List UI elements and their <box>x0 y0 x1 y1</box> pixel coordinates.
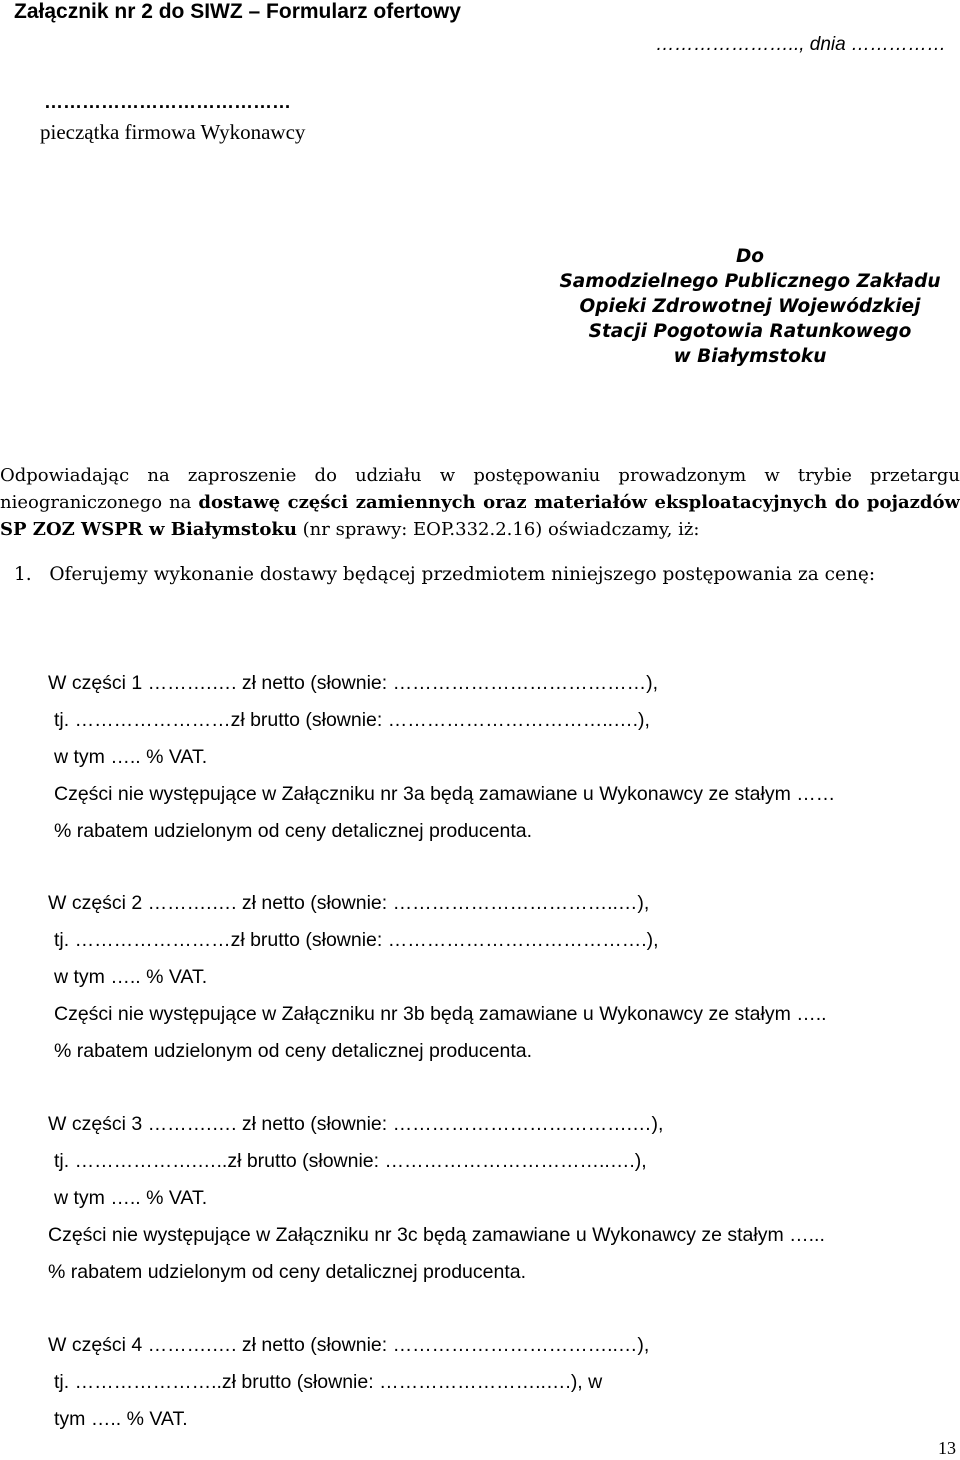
discount-line: Części nie występujące w Załączniku nr 3c będą zamawiane u Wykonawcy ze stałym …... <box>48 1224 825 1246</box>
intro-subject: dostawę części zamiennych oraz materiałów eksploatacyjnych do pojazdów SP ZOZ WSPR w Białymstoku <box>0 492 960 540</box>
brutto-line: tj. ……………………zł brutto (słownie: ………………………………….), <box>54 929 659 951</box>
stamp-label: pieczątka firmowa Wykonawcy <box>40 120 306 144</box>
addressee-line: w Białymstoku <box>673 346 827 367</box>
addressee-line: Samodzielnego Publicznego Zakładu <box>559 271 941 292</box>
addressee-block <box>540 244 960 369</box>
addressee-line: Do <box>735 246 765 267</box>
vat-line: w tym ….. % VAT. <box>54 1187 208 1209</box>
discount-line-end: % rabatem udzielonym od ceny detalicznej producenta. <box>54 820 533 842</box>
brutto-line: tj. ……………………zł brutto (słownie: ……………………………..….), <box>54 709 650 731</box>
brutto-line: tj. ……………….…..zł brutto (słownie: ……………………………..….), <box>54 1150 647 1172</box>
offer-point-1 <box>14 562 954 588</box>
netto-line: W części 4 ……….…. zł netto (słownie: ……………………………..…), <box>48 1334 650 1356</box>
addressee-line: Stacji Pogotowia Ratunkowego <box>588 321 912 342</box>
discount-line-end: % rabatem udzielonym od ceny detalicznej producenta. <box>54 1040 533 1062</box>
vat-line: tym ….. % VAT. <box>54 1408 188 1430</box>
discount-line-end: % rabatem udzielonym od ceny detalicznej producenta. <box>48 1261 527 1283</box>
intro-text-end: (nr sprawy: EOP.332.2.16) oświadczamy, iż: <box>296 519 700 540</box>
date-line: ………………….., dnia …………… <box>655 34 946 55</box>
discount-line: Części nie występujące w Załączniku nr 3a będą zamawiane u Wykonawcy ze stałym …… <box>54 783 836 805</box>
netto-line: W części 3 ……….…. zł netto (słownie: ……………………………….…), <box>48 1113 664 1135</box>
discount-line: Części nie występujące w Załączniku nr 3b będą zamawiane u Wykonawcy ze stałym ….. <box>54 1003 827 1025</box>
document-title: Załącznik nr 2 do SIWZ – Formularz ofertowy <box>14 0 461 23</box>
brutto-line: tj. …………………..zł brutto (słownie: ……………………..….), w <box>54 1371 603 1393</box>
vat-line: w tym ….. % VAT. <box>54 966 208 988</box>
addressee-line: Opieki Zdrowotnej Wojewódzkiej <box>579 296 921 317</box>
page-number: 13 <box>938 1438 956 1458</box>
netto-line: W części 2 ……….…. zł netto (słownie: ……………………………..…), <box>48 892 650 914</box>
point-text: Oferujemy wykonanie dostawy będącej przedmiotem niniejszego postępowania za cenę: <box>49 564 876 585</box>
stamp-placeholder: ………………………………… <box>44 92 291 113</box>
intro-paragraph <box>0 462 960 543</box>
netto-line: W części 1 ……….…. zł netto (słownie: …………………………………), <box>48 672 658 694</box>
intro-text: Odpowiadając na zaproszenie do udziału w postępowaniu prowadzonym w trybie przetargu nieograniczonego na <box>0 465 960 513</box>
vat-line: w tym ….. % VAT. <box>54 746 208 768</box>
point-number: 1. <box>14 564 32 585</box>
